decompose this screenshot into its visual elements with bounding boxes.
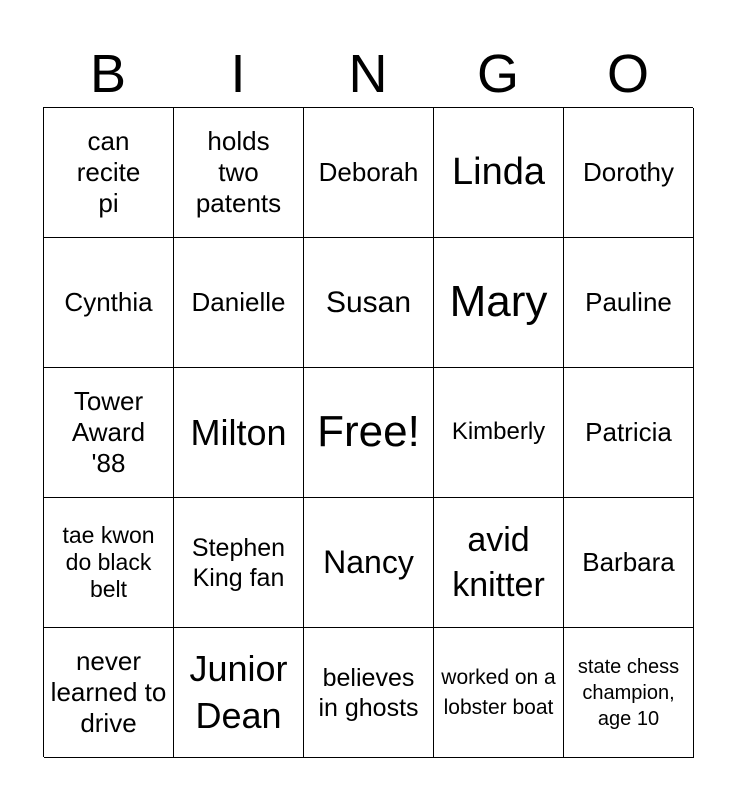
- bingo-cell-text: state chess champion, age 10: [577, 655, 680, 730]
- bingo-cell-i1[interactable]: [174, 108, 304, 238]
- bingo-cell-o1[interactable]: [564, 108, 694, 238]
- free-space-text: Free!: [317, 407, 420, 457]
- bingo-cell-g4[interactable]: [434, 498, 564, 628]
- header-letter-g: G: [476, 44, 519, 104]
- bingo-cell-text: Linda: [452, 150, 545, 193]
- bingo-cell-text: Milton: [190, 411, 287, 453]
- bingo-cell-text: Mary: [449, 277, 548, 327]
- bingo-cell-text: Junior Dean: [189, 647, 288, 736]
- bingo-cell-n1[interactable]: [304, 108, 434, 238]
- header-letter-b: B: [89, 44, 127, 104]
- bingo-cell-text: Tower Award '88: [71, 385, 146, 479]
- bingo-cell-text: Cynthia: [64, 286, 153, 317]
- bingo-cell-i5[interactable]: [174, 628, 304, 758]
- bingo-cell-b5[interactable]: [44, 628, 174, 758]
- bingo-cell-n5[interactable]: [304, 628, 434, 758]
- bingo-cell-b4[interactable]: [44, 498, 174, 628]
- bingo-cell-n4[interactable]: [304, 498, 434, 628]
- bingo-cell-b1[interactable]: [44, 108, 174, 238]
- bingo-cell-n2[interactable]: [304, 238, 434, 368]
- bingo-cell-text: Deborah: [318, 156, 419, 187]
- bingo-cell-b2[interactable]: [44, 238, 174, 368]
- bingo-cell-text: avid knitter: [452, 521, 545, 604]
- bingo-cell-text: Stephen King fan: [191, 533, 286, 592]
- bingo-cell-text: Patricia: [585, 416, 672, 447]
- header-letter-o: O: [606, 44, 649, 104]
- bingo-cell-text: can recite pi: [76, 125, 141, 219]
- bingo-cell-o3[interactable]: [564, 368, 694, 498]
- bingo-cell-g1[interactable]: [434, 108, 564, 238]
- bingo-board: [43, 107, 693, 757]
- bingo-cell-text: Dorothy: [582, 156, 675, 187]
- bingo-cell-o2[interactable]: [564, 238, 694, 368]
- bingo-cell-b3[interactable]: [44, 368, 174, 498]
- bingo-cell-g3[interactable]: [434, 368, 564, 498]
- bingo-cell-text: Pauline: [585, 286, 672, 317]
- bingo-cell-text: holds two patents: [195, 125, 282, 219]
- bingo-cell-text: Danielle: [191, 286, 286, 317]
- bingo-cell-text: worked on a lobster boat: [441, 666, 556, 719]
- bingo-cell-i4[interactable]: [174, 498, 304, 628]
- bingo-cell-text: Nancy: [323, 544, 414, 581]
- header-letter-n: N: [348, 44, 388, 104]
- bingo-cell-text: Susan: [325, 285, 412, 319]
- bingo-header: [43, 40, 693, 108]
- bingo-cell-i3[interactable]: [174, 368, 304, 498]
- bingo-cell-free[interactable]: [304, 368, 434, 498]
- bingo-cell-text: tae kwon do black belt: [62, 521, 155, 603]
- bingo-cell-g5[interactable]: [434, 628, 564, 758]
- bingo-cell-o5[interactable]: [564, 628, 694, 758]
- bingo-cell-i2[interactable]: [174, 238, 304, 368]
- bingo-cell-text: believes in ghosts: [318, 663, 419, 722]
- bingo-cell-o4[interactable]: [564, 498, 694, 628]
- bingo-cell-text: Barbara: [582, 546, 675, 577]
- bingo-cell-g2[interactable]: [434, 238, 564, 368]
- bingo-cell-text: Kimberly: [451, 418, 546, 446]
- header-letter-i: I: [230, 44, 246, 104]
- bingo-cell-text: never learned to drive: [50, 645, 167, 739]
